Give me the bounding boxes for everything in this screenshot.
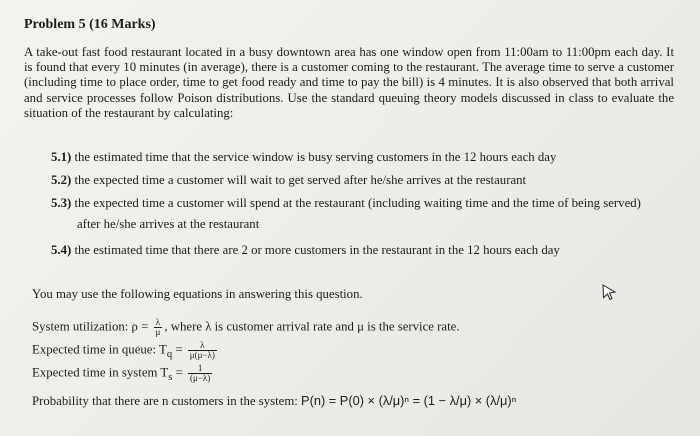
question-text: the expected time a customer will wait to get served after he/she arrives at the restaurant [74, 173, 527, 187]
question-number: 5.2) [51, 173, 72, 187]
question-5-1 [51, 148, 681, 166]
mouse-pointer-icon [601, 283, 617, 301]
equals-sign: = [172, 342, 183, 357]
fraction-denominator: μ [155, 327, 161, 337]
fraction-numerator: λ [200, 340, 205, 350]
equation-label: Expected time in system T [32, 365, 169, 380]
fraction [188, 364, 212, 383]
probability-formula: P(n) = P(0) × (λ/μ)ⁿ = (1 − λ/μ) × (λ/μ)ⁿ [301, 393, 517, 408]
question-5-3 [51, 194, 681, 233]
problem-paragraph: A take-out fast food restaurant located in a busy downtown area has one window open from 11:00am to 11:00pm each day. It is found that every 10 minutes (in average), there is a customer coming to the restaurant. The average time to serve a customer (including time to place order, time to get food ready and time to pay the bill) is 4 minutes. It is also observed that both arrival and service processes follow Poison distributions. Use the standard queuing theory models discussed in class to evaluate the situation of the restaurant by calculating: [24, 45, 674, 120]
question-number: 5.3) [51, 196, 72, 210]
fraction [154, 318, 163, 337]
question-5-4 [51, 241, 681, 259]
utilization-equation [32, 318, 460, 337]
equation-label: Expected time in queue: T [32, 342, 167, 357]
equations-note: You may use the following equations in answering this question. [32, 287, 363, 301]
fraction-denominator: μ(μ−λ) [189, 350, 215, 360]
question-text-continuation: after he/she arrives at the restaurant [77, 217, 260, 231]
probability-equation [32, 393, 516, 409]
fraction-numerator: 1 [197, 363, 203, 373]
equation-label: Probability that there are n customers in the system: [32, 394, 298, 408]
question-number: 5.1) [51, 150, 72, 164]
equation-description: , where λ is customer arrival rate and μ is the service rate. [164, 319, 460, 334]
equation-label: System utilization: ρ = [32, 319, 149, 334]
queue-time-equation [32, 341, 219, 360]
fraction [188, 341, 217, 360]
system-time-equation [32, 364, 214, 383]
fraction-denominator: (μ−λ) [190, 373, 211, 383]
equals-sign: = [172, 365, 183, 380]
question-5-2 [51, 171, 681, 189]
question-number: 5.4) [51, 243, 72, 257]
subscript: q [166, 348, 173, 360]
problem-title: Problem 5 (16 Marks) [24, 17, 156, 32]
question-text: the estimated time that the service window is busy serving customers in the 12 hours each day [74, 150, 557, 164]
question-text: the expected time a customer will spend at the restaurant (including waiting time and the time of being served) [74, 196, 641, 210]
fraction-numerator: λ [155, 317, 161, 327]
question-text: the estimated time that there are 2 or more customers in the restaurant in the 12 hours each day [74, 243, 560, 257]
subscript: s [168, 371, 173, 383]
